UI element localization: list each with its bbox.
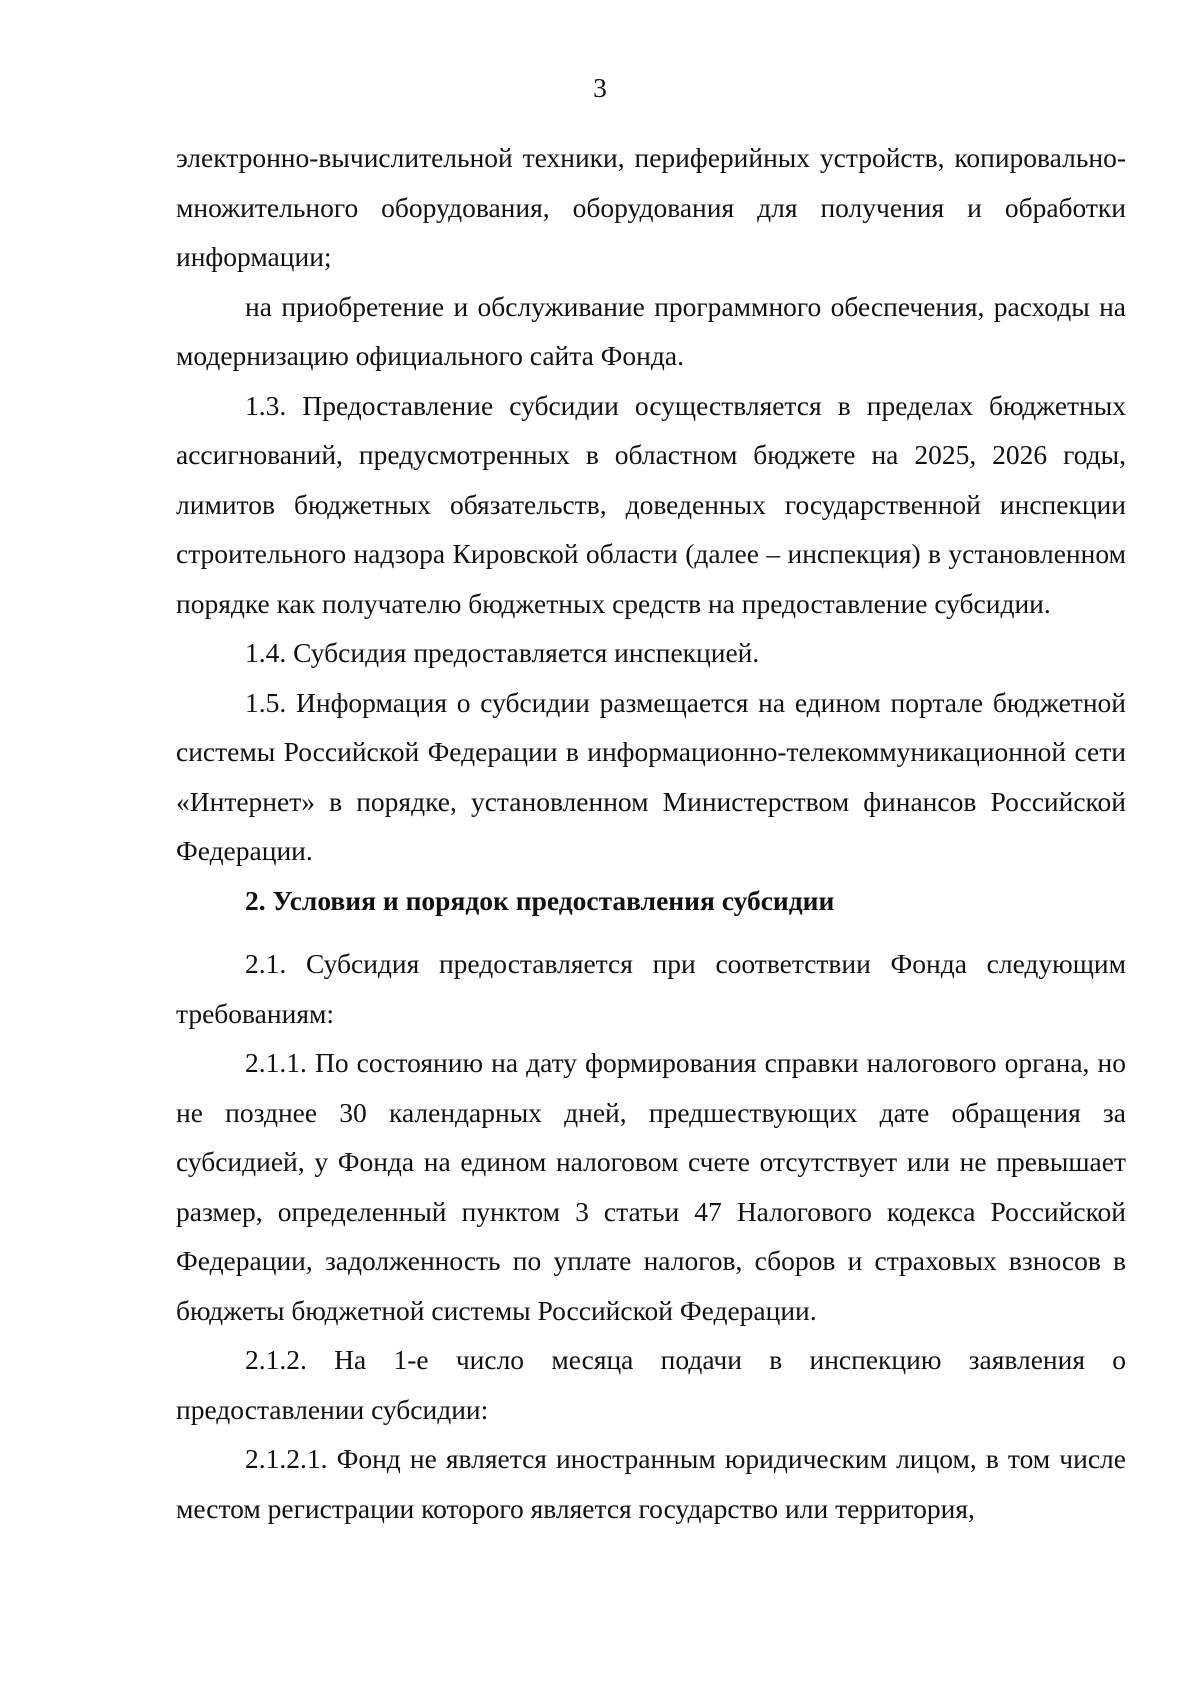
page-number: 3	[593, 72, 607, 103]
section-heading: 2. Условия и порядок предоставления субсидии	[245, 884, 835, 916]
paragraph-2-1-2: 2.1.2. На 1-е число месяца подачи в инспекцию заявления о предоставлении субсидии:	[176, 1344, 1126, 1425]
paragraph-2-1-2-1: 2.1.2.1. Фонд не является иностранным юридическим лицом, в том числе местом регистрации которого является государство или территория,	[176, 1443, 1126, 1524]
paragraph-continuation: электронно-вычислительной техники, периферийных устройств, копировально-множительного оборудования, оборудования для получения и обработки информации;	[176, 142, 1126, 272]
paragraph-2-1-1: 2.1.1. По состоянию на дату формирования справки налогового органа, но не позднее 30 календарных дней, предшествующих дате обращения за субсидией, у Фонда на едином налоговом счете отсутствует или не превышает размер, определенный пунктом 3 статьи 47 Налогового кодекса Российской Федерации, задолженность по уплате налогов, сборов и страховых взносов в бюджеты бюджетной системы Российской Федерации.	[176, 1047, 1126, 1326]
paragraph-2-1: 2.1. Субсидия предоставляется при соответствии Фонда следующим требованиям:	[176, 948, 1126, 1029]
document-body	[176, 133, 1126, 1533]
paragraph-1-4: 1.4. Субсидия предоставляется инспекцией.	[245, 637, 760, 668]
paragraph-1-3: 1.3. Предоставление субсидии осуществляется в пределах бюджетных ассигнований, предусмотренных в областном бюджете на 2025, 2026 годы, лимитов бюджетных обязательств, доведенных государственной инспекции строительного надзора Кировской области (далее – инспекция) в установленном порядке как получателю бюджетных средств на предоставление субсидии.	[176, 389, 1126, 619]
paragraph-software: на приобретение и обслуживание программного обеспечения, расходы на модернизацию официального сайта Фонда.	[176, 290, 1126, 371]
paragraph-1-5: 1.5. Информация о субсидии размещается на едином портале бюджетной системы Российской Федерации в информационно-телекоммуникационной сети «Интернет» в порядке, установленном Министерством финансов Российской Федерации.	[176, 686, 1126, 866]
